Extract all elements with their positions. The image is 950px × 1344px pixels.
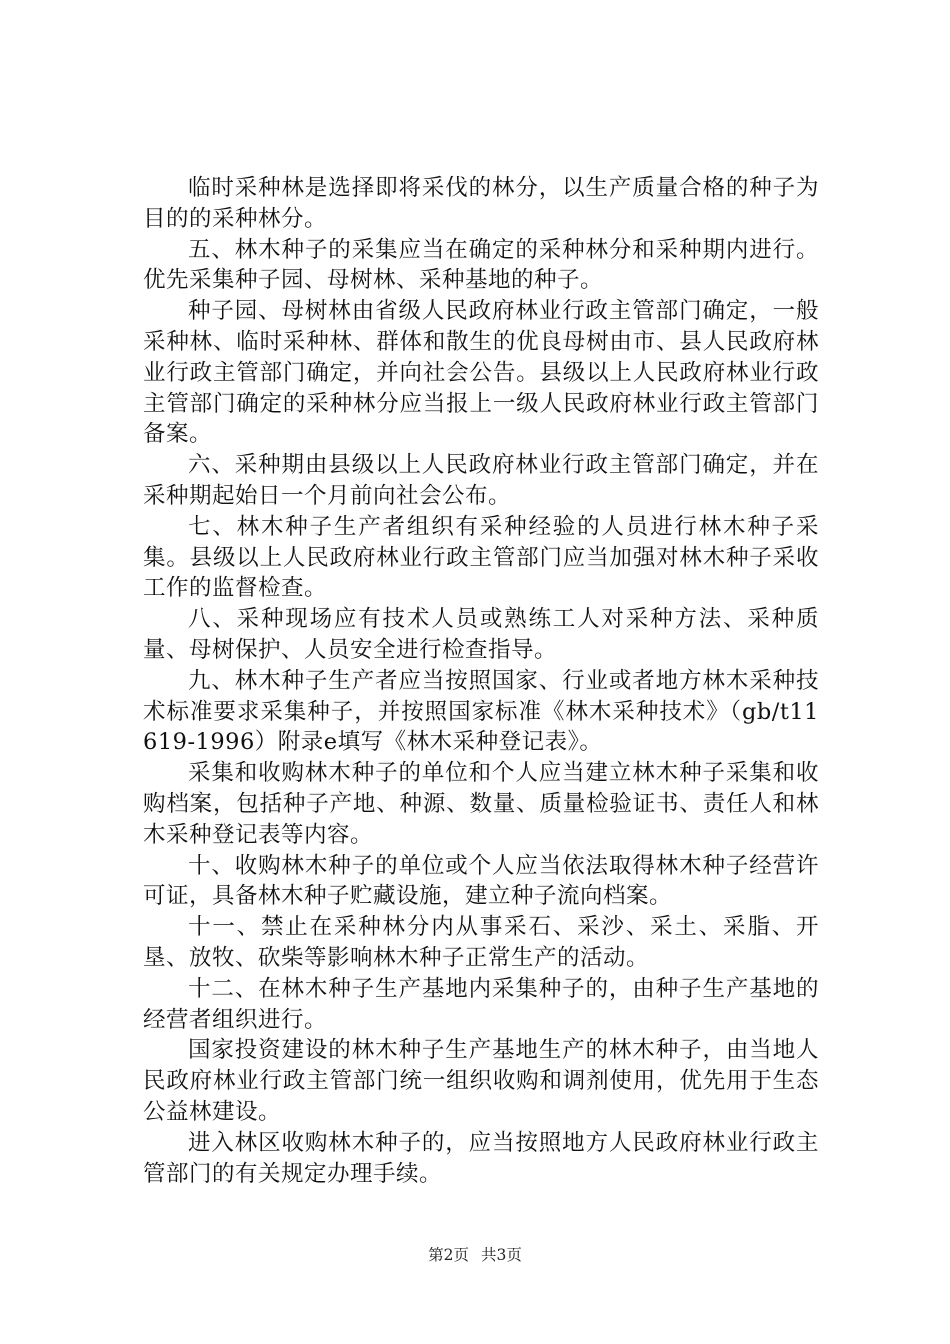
paragraph-state-investment: 国家投资建设的林木种子生产基地生产的林木种子，由当地人民政府林业行政主管部门统一组织收购和调剂使用，优先用于生态公益林建设。 [143,1037,819,1125]
page-total: 共3页 [481,1246,522,1264]
paragraph-article-8: 八、采种现场应有技术人员或熟练工人对采种方法、采种质量、母树保护、人员安全进行检查指导。 [143,606,819,663]
paragraph-article-9: 九、林木种子生产者应当按照国家、行业或者地方林木采种技术标准要求采集种子，并按照国家标准《林木采种技术》（gb/t11619-1996）附录e填写《林木采种登记表》。 [143,667,819,756]
paragraph-article-10: 十、收购林木种子的单位或个人应当依法取得林木种子经营许可证，具备林木种子贮藏设施，建立种子流向档案。 [143,852,819,910]
paragraph-article-7: 七、林木种子生产者组织有采种经验的人员进行林木种子采集。县级以上人民政府林业行政主管部门应当加强对林木种子采收工作的监督检查。 [143,513,819,602]
paragraph-article-6: 六、采种期由县级以上人民政府林业行政主管部门确定，并在采种期起始日一个月前向社会公布。 [143,452,819,509]
paragraph-forest-area-purchase: 进入林区收购林木种子的，应当按照地方人民政府林业行政主管部门的有关规定办理手续。 [143,1129,819,1187]
document-body [143,173,819,1189]
paragraph-article-5: 五、林木种子的采集应当在确定的采种林分和采种期内进行。优先采集种子园、母树林、采种基地的种子。 [143,236,819,294]
page-number: 第2页 [428,1246,469,1264]
paragraph-seed-orchard-designation: 种子园、母树林由省级人民政府林业行政主管部门确定，一般采种林、临时采种林、群体和散生的优良母树由市、县人民政府林业行政主管部门确定，并向社会公告。县级以上人民政府林业行政主管部门确定的采种林分应当报上一级人民政府林业行政主管部门备案。 [143,298,819,448]
paragraph-article-12: 十二、在林木种子生产基地内采集种子的，由种子生产基地的经营者组织进行。 [143,975,819,1033]
paragraph-collection-archive: 采集和收购林木种子的单位和个人应当建立林木种子采集和收购档案，包括种子产地、种源、数量、质量检验证书、责任人和林木采种登记表等内容。 [143,760,819,848]
page-footer [0,1243,950,1265]
paragraph-article-11: 十一、禁止在采种林分内从事采石、采沙、采土、采脂、开垦、放牧、砍柴等影响林木种子正常生产的活动。 [143,914,819,971]
paragraph-temporary-seed-stand: 临时采种林是选择即将采伐的林分，以生产质量合格的种子为目的的采种林分。 [143,175,819,232]
